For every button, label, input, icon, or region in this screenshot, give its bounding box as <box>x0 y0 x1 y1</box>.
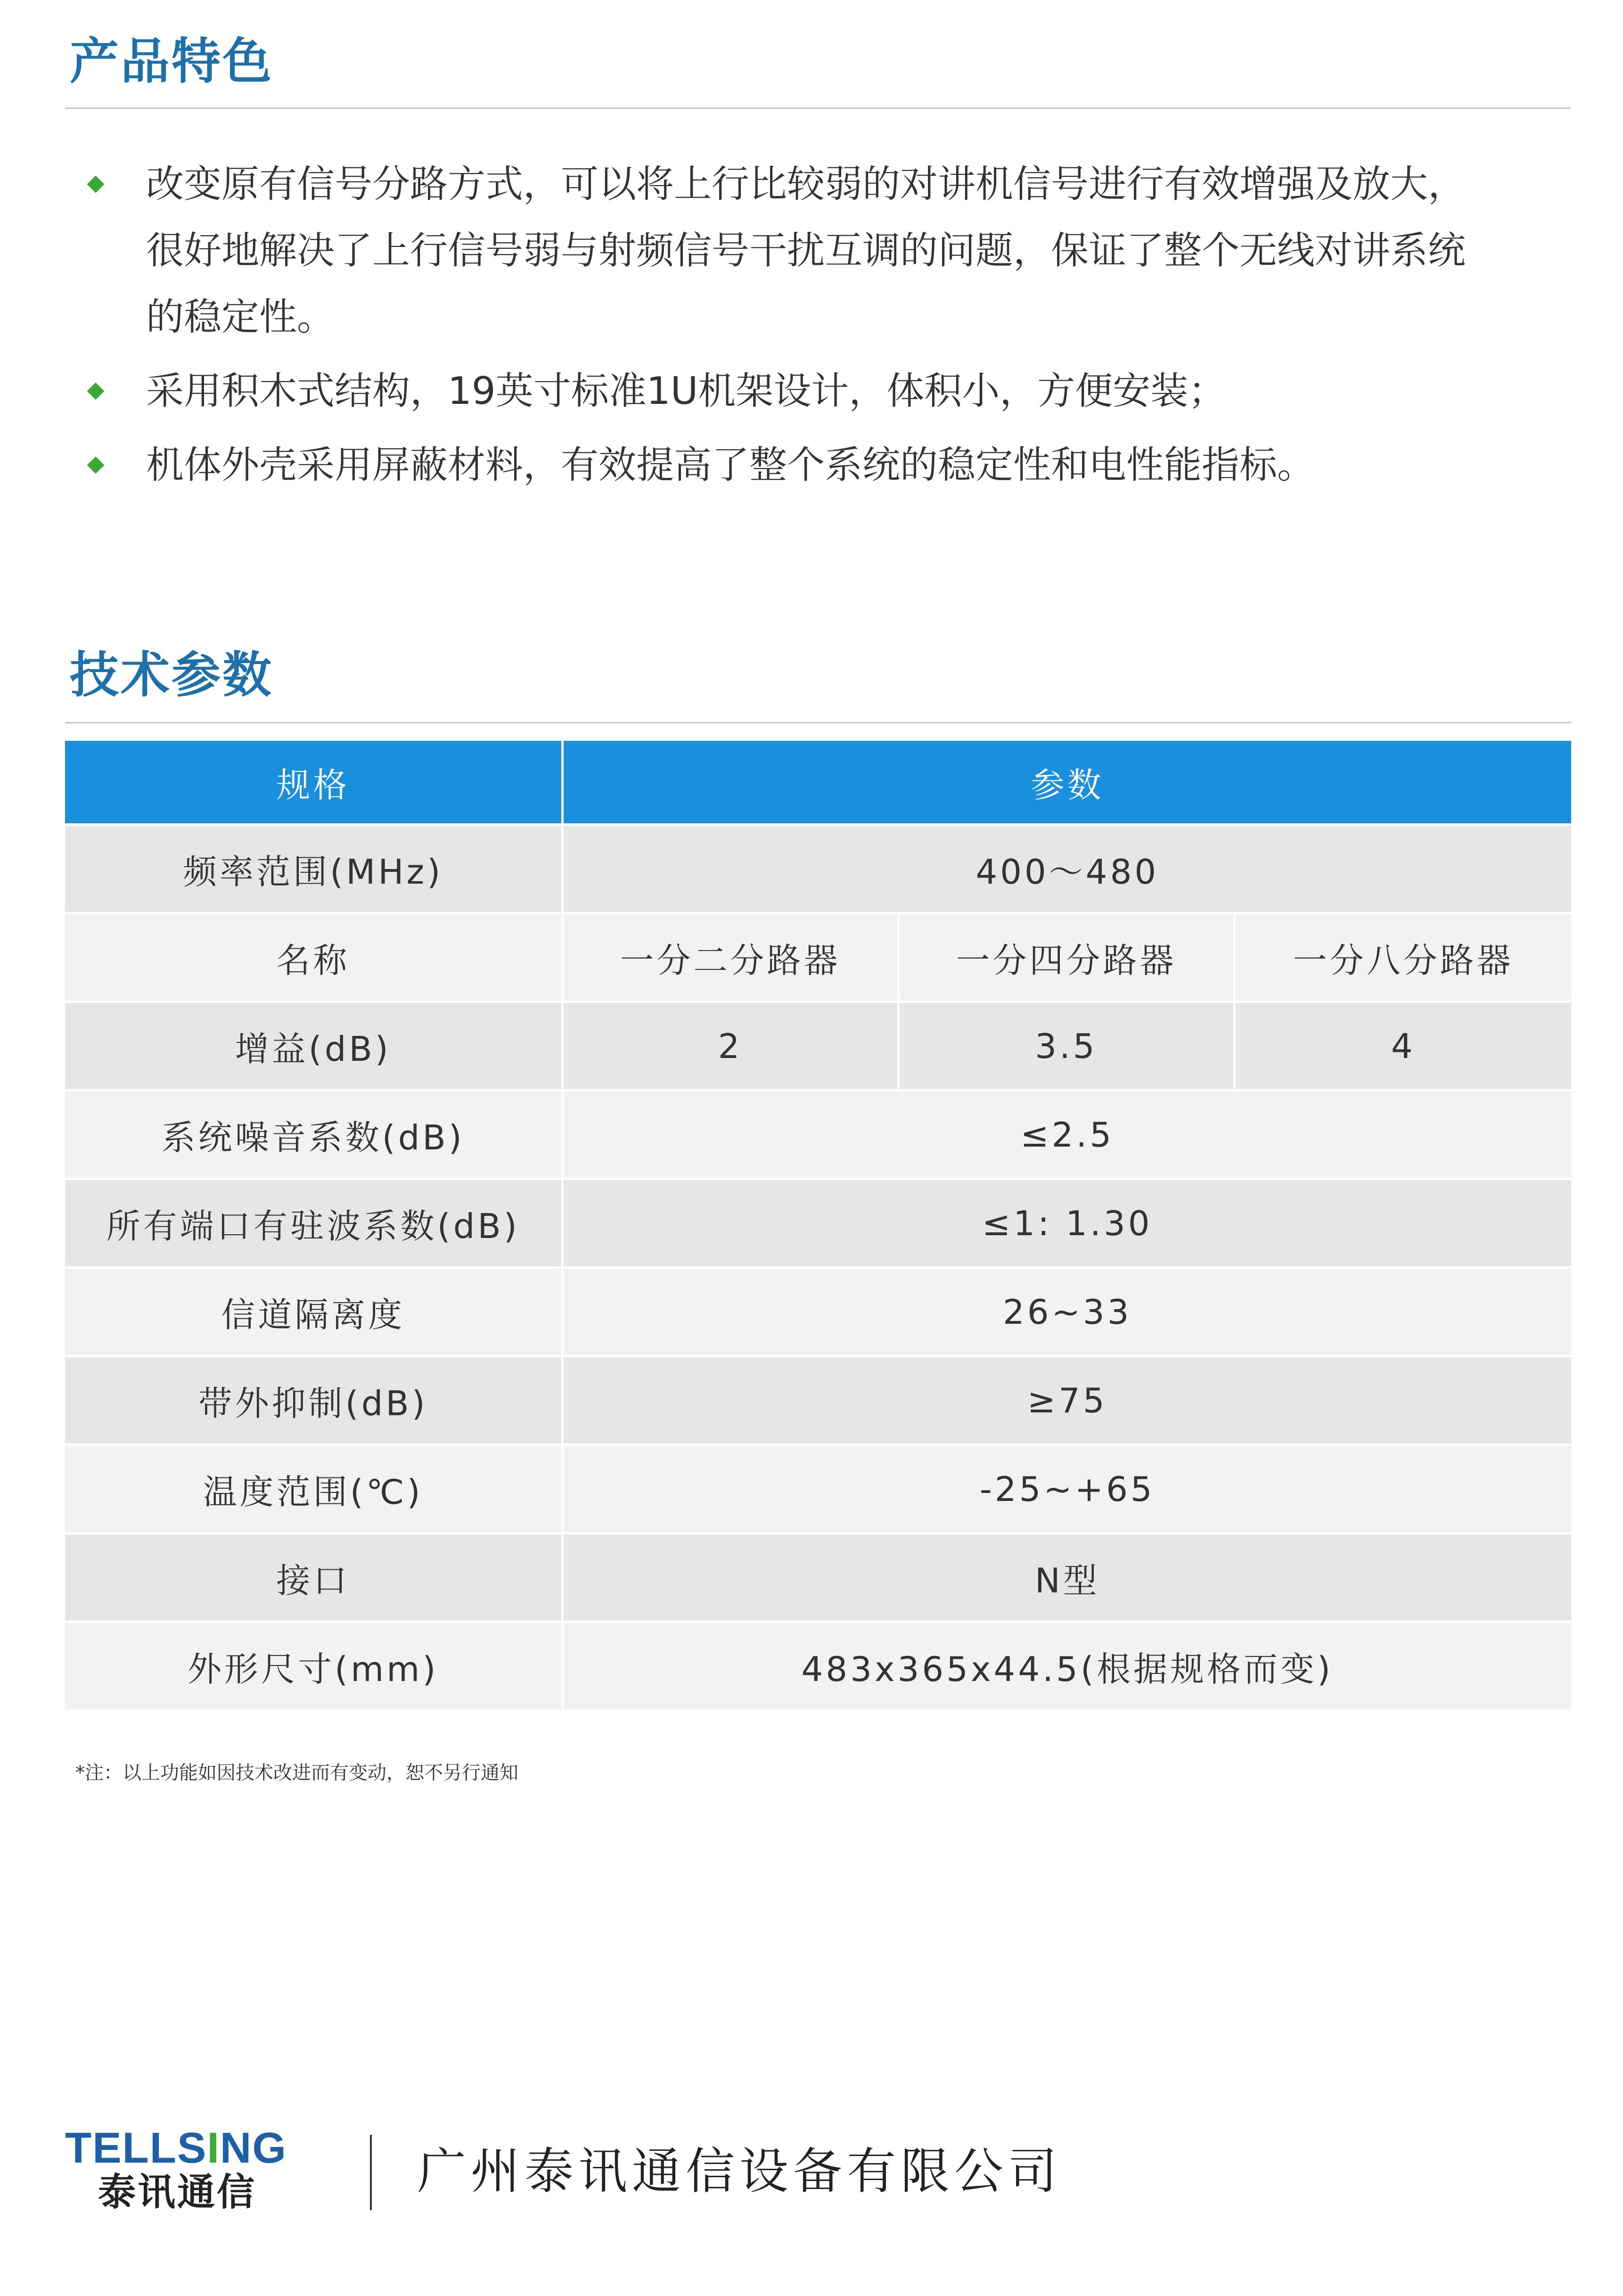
row-label: 所有端口有驻波系数(dB) <box>65 1179 562 1268</box>
specs-title: 技术参数 <box>70 646 274 704</box>
row-value: 2 <box>562 1002 898 1091</box>
row-label: 带外抑制(dB) <box>65 1356 562 1445</box>
row-label: 温度范围(℃) <box>65 1445 562 1533</box>
header-spec: 规格 <box>65 741 562 825</box>
table-row <box>65 1002 1571 1091</box>
table-row <box>65 1091 1571 1179</box>
spec-table <box>65 741 1571 1709</box>
feature-item <box>85 358 1527 424</box>
row-label: 接口 <box>65 1533 562 1622</box>
table-row <box>65 1533 1571 1622</box>
feature-item <box>85 432 1527 498</box>
spec-table-header <box>65 741 1571 825</box>
row-value: -25~+65 <box>562 1445 1571 1533</box>
row-value: 一分四分路器 <box>898 913 1234 1002</box>
logo-text-part: NG <box>220 2124 287 2172</box>
company-logo <box>65 2126 334 2221</box>
row-value: ≤1: 1.30 <box>562 1179 1571 1268</box>
company-name: 广州泰讯通信设备有限公司 <box>417 2142 1062 2200</box>
feature-line: 的稳定性。 <box>146 295 335 339</box>
row-label: 名称 <box>65 913 562 1002</box>
feature-line: 机体外壳采用屏蔽材料，有效提高了整个系统的稳定性和电性能指标。 <box>146 443 1315 487</box>
row-value: ≤2.5 <box>562 1091 1571 1179</box>
table-row <box>65 825 1571 913</box>
row-value: 4 <box>1234 1002 1571 1091</box>
row-value: N型 <box>562 1533 1571 1622</box>
bullet-diamond-icon <box>87 457 105 474</box>
row-label: 频率范围(MHz) <box>65 825 562 913</box>
logo-text-part: I <box>207 2124 220 2172</box>
bullet-diamond-icon <box>87 176 105 193</box>
logo-wordmark <box>65 2126 287 2170</box>
logo-text-part: TELLS <box>65 2124 207 2172</box>
row-label: 外形尺寸(mm) <box>65 1622 562 1710</box>
row-value: 3.5 <box>898 1002 1234 1091</box>
specs-divider <box>65 722 1571 723</box>
row-label: 信道隔离度 <box>65 1268 562 1356</box>
row-value: 400～480 <box>562 825 1571 913</box>
feature-item <box>85 151 1527 350</box>
table-row <box>65 913 1571 1002</box>
row-value: 26~33 <box>562 1268 1571 1356</box>
features-divider <box>65 107 1571 109</box>
disclaimer-note: *注：以上功能如因技术改进而有变动，恕不另行通知 <box>75 1762 518 1784</box>
row-label: 系统噪音系数(dB) <box>65 1091 562 1179</box>
header-param: 参数 <box>562 741 1571 825</box>
row-value: 一分二分路器 <box>562 913 898 1002</box>
table-row <box>65 1622 1571 1710</box>
row-label: 增益(dB) <box>65 1002 562 1091</box>
logo-chinese-name: 泰讯通信 <box>98 2170 256 2214</box>
table-row <box>65 1445 1571 1533</box>
table-row <box>65 1179 1571 1268</box>
row-value: 一分八分路器 <box>1234 913 1571 1002</box>
table-row <box>65 1356 1571 1445</box>
table-row <box>65 1268 1571 1356</box>
feature-line: 改变原有信号分路方式，可以将上行比较弱的对讲机信号进行有效增强及放大， <box>146 162 1466 206</box>
feature-line: 采用积木式结构，19英寸标准1U机架设计，体积小，方便安装； <box>146 369 1226 413</box>
features-title: 产品特色 <box>70 33 274 90</box>
row-value: 483x365x44.5(根据规格而变) <box>562 1622 1571 1710</box>
row-value: ≥75 <box>562 1356 1571 1445</box>
feature-line: 很好地解决了上行信号弱与射频信号干扰互调的问题，保证了整个无线对讲系统 <box>146 229 1466 272</box>
bullet-diamond-icon <box>87 383 105 400</box>
footer-divider <box>370 2135 372 2210</box>
feature-list <box>85 151 1527 498</box>
